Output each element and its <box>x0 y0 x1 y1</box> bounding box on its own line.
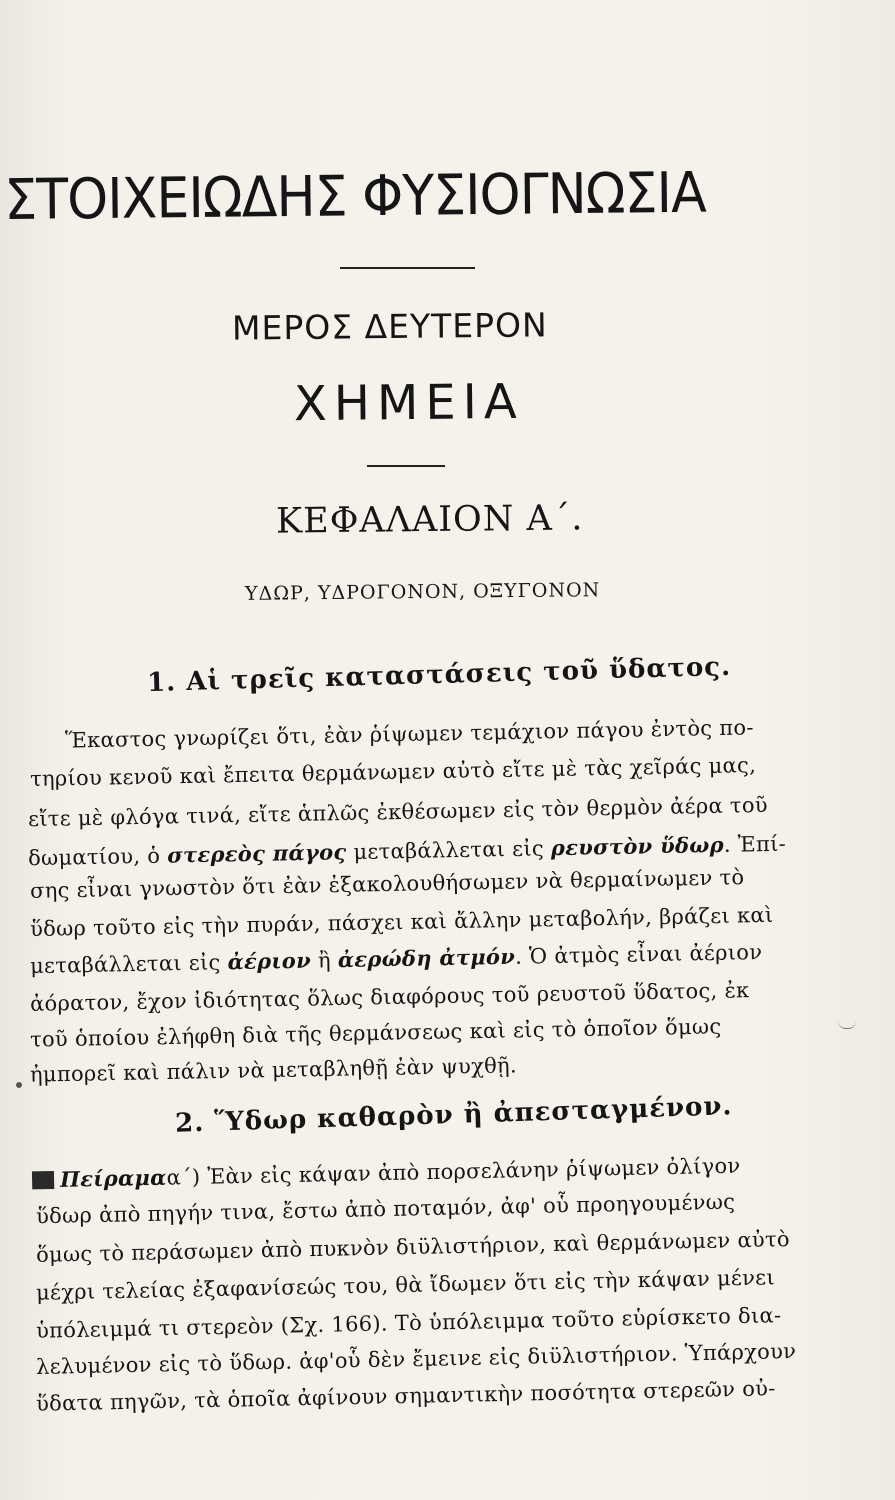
paragraph-line <box>30 865 745 903</box>
text-run: ὅμως τὸ περάσωμεν ἀπὸ πυκνὸν διϋλιστήριον, καὶ θερμάνωμεν αὐτὸ <box>35 1227 791 1267</box>
margin-dot-mark <box>16 1082 22 1088</box>
paragraph-line <box>36 1303 782 1343</box>
emphasis-text: ρευστὸν ὕδωρ <box>550 831 725 861</box>
part-title: ΜΕΡΟΣ ΔΕΥΤΕΡΟΝ <box>231 305 548 348</box>
text-run: Ἕκαστος γνωρίζει ὅτι, ἐὰν ῥίψωμεν τεμάχιον πάγου ἐντὸς πο- <box>64 715 754 753</box>
text-run: ἠμπορεῖ καὶ πάλιν νὰ μεταβληθῇ ἐὰν ψυχθῇ. <box>29 1053 518 1087</box>
section-heading-1: 1. Αἱ τρεῖς καταστάσεις τοῦ ὕδατος. <box>146 651 732 699</box>
text-run: τοῦ ὁποίου ἐλήφθη διὰ τῆς θερμάνσεως καὶ εἰς τὸ ὁποῖον ὅμως <box>29 1014 722 1052</box>
emphasis-text: στερεὸς πάγος <box>166 839 347 868</box>
text-run: μεταβάλλεται εἰς <box>29 950 228 979</box>
text-run: α΄) Ἐὰν εἰς κάψαν ἀπὸ πορσελάνην ῥίψωμεν ὀλίγον <box>166 1153 741 1190</box>
title-divider <box>340 267 475 269</box>
paragraph-line <box>65 715 754 752</box>
text-run: τηρίου κενοῦ καὶ ἔπειτα θερμάνωμεν αὐτὸ εἴτε μὲ τὰς χεῖράς μας, <box>29 753 757 791</box>
experiment-label: Πείραμα <box>59 1164 167 1192</box>
text-run: σης εἶναι γνωστὸν ὅτι ἐὰν ἐξακολουθήσωμεν νὰ θερμαίνωμεν τὸ <box>29 865 745 903</box>
text-run: ἀόρατον, ἔχον ἰδιότητας ὅλως διαφόρους τοῦ ρευστοῦ ὕδατος, ἐκ <box>29 978 750 1016</box>
ink-blot-mark <box>32 1171 54 1189</box>
emphasis-text: ἀερώδη ἀτμόν <box>337 943 516 973</box>
text-run: μεταβάλλεται εἰς <box>346 836 552 865</box>
emphasis-text: ἀέριον <box>227 947 312 975</box>
text-run: ἢ <box>310 948 339 973</box>
paragraph-line <box>36 1227 790 1267</box>
book-title: ΣΤΟΙΧΕΙΩΔΗΣ ΦΥΣΙΟΓΝΩΣΙΑ <box>4 160 707 233</box>
text-run: δωματίου, ὁ <box>27 843 168 871</box>
paragraph-line <box>30 939 763 978</box>
paragraph-line <box>28 793 768 831</box>
text-run: μέχρι τελείας ἐξαφανίσεώς του, θὰ ἴδωμεν ὅτι εἰς τὴν κάψαν μένει <box>35 1265 776 1305</box>
paragraph-line <box>36 1376 776 1415</box>
text-run: ὕδωρ τοῦτο εἰς τὴν πυράν, πάσχει καὶ ἄλλην μεταβολήν, βράζει καὶ <box>29 902 774 942</box>
section-heading-2: 2. Ὕδωρ καθαρὸν ἢ ἀπεσταγμένον. <box>174 1091 733 1139</box>
paragraph-line <box>32 1153 741 1193</box>
text-run: ὕδατα πηγῶν, τὰ ὁποῖα ἀφίνουν σημαντικὴν ποσότητα στερεῶν οὐ- <box>35 1376 776 1416</box>
paragraph-line <box>30 903 774 941</box>
paragraph-line <box>30 978 750 1016</box>
text-run: . Ὁ ἀτμὸς εἶναι ἀέριον <box>514 939 763 969</box>
paragraph-line <box>28 831 786 871</box>
paragraph-line <box>30 1053 517 1086</box>
paragraph-line <box>30 1014 722 1051</box>
text-run: ὑπόλειμμά τι στερεὸν (Σχ. 166). Τὸ ὑπόλειμμα τοῦτο εὑρίσκετο δια- <box>35 1303 782 1343</box>
subject-title: ΧΗΜΕΙΑ <box>293 373 525 433</box>
text-run: εἴτε μὲ φλόγα τινά, εἴτε ἁπλῶς ἐκθέσωμεν εἰς τὸν θερμὸν ἀέρα τοῦ <box>27 792 769 832</box>
margin-pencil-mark <box>838 1018 856 1029</box>
paragraph-line <box>36 1339 797 1379</box>
chapter-title: ΚΕΦΑΛΑΙΟΝ Α΄. <box>275 498 584 542</box>
subject-divider <box>367 465 445 467</box>
paragraph-line <box>30 753 756 791</box>
text-run: ὕδωρ ἀπὸ πηγήν τινα, ἔστω ἀπὸ ποταμόν, ἀφ' οὗ προηγουμένως <box>35 1189 736 1229</box>
paragraph-line <box>36 1265 775 1304</box>
chapter-subtitle: ΥΔΩΡ, ΥΔΡΟΓΟΝΟΝ, ΟΞΥΓΟΝΟΝ <box>244 579 601 605</box>
paragraph-line <box>36 1190 736 1229</box>
text-run: λελυμένον εἰς τὸ ὕδωρ. ἀφ'οὗ δὲν ἔμεινε εἰς διϋλιστήριον. Ὑπάρχουν <box>35 1339 797 1379</box>
text-run: . Ἐπί- <box>723 831 787 857</box>
